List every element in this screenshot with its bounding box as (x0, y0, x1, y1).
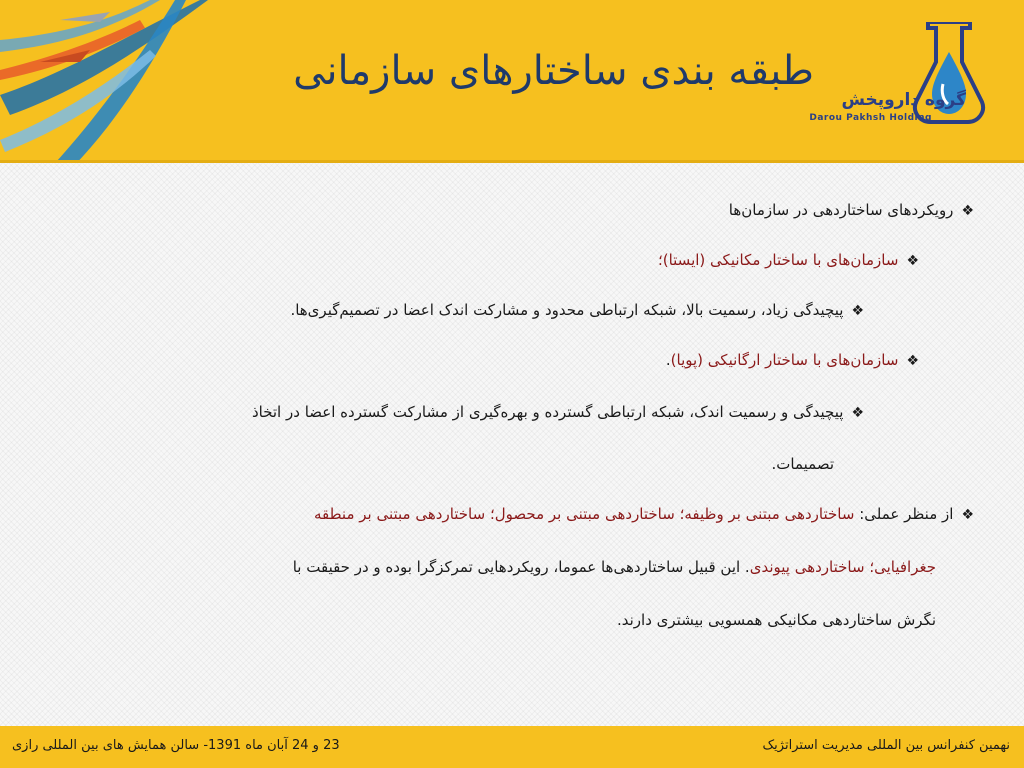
slide-title: طبقه بندی ساختارهای سازمانی (293, 48, 814, 94)
bullet-line-approaches: ❖رویکردهای ساختاردهی در سازمان‌ها (728, 201, 974, 219)
footer-conference-name: نهمین کنفرانس بین المللی مدیریت استراتژیک (762, 738, 1010, 753)
slide-content (0, 163, 1024, 726)
bullet-line-practical: ❖از منظر عملی: ساختاردهی مبتنی بر وظیفه؛ ساختاردهی مبتنی بر محصول؛ ساختاردهی مبتنی بر منطقه (313, 505, 974, 523)
slide-header (0, 0, 1024, 163)
bullet-icon: ❖ (906, 253, 919, 269)
logo-name-english: Darou Pakhsh Holding (809, 113, 932, 123)
bullet-icon: ❖ (851, 303, 864, 319)
line-practical-continued: جغرافیایی؛ ساختاردهی پیوندی. این قبیل ساختاردهی‌ها عموما، رویکردهایی تمرکزگرا بوده و در حقیقت با (292, 558, 936, 576)
slide-footer (0, 726, 1024, 768)
bullet-line-mechanical-desc: ❖پیچیدگی زیاد، رسمیت بالا، شبکه ارتباطی محدود و مشارکت اندک اعضا در تصمیم‌گیری‌ها. (290, 301, 864, 319)
bullet-line-mechanical: ❖سازمان‌های با ساختار مکانیکی (ایستا)؛ (657, 251, 919, 269)
bullet-icon: ❖ (906, 353, 919, 369)
bullet-icon: ❖ (961, 507, 974, 523)
line-practical-conclusion: نگرش ساختاردهی مکانیکی همسویی بیشتری دارند. (616, 611, 936, 629)
line-organic-desc-continued: تصمیمات. (771, 455, 834, 473)
bullet-icon: ❖ (851, 405, 864, 421)
bullet-icon: ❖ (961, 203, 974, 219)
bullet-line-organic: ❖سازمان‌های با ساختار ارگانیکی (پویا). (665, 351, 919, 369)
bullet-line-organic-desc: ❖پیچیدگی و رسمیت اندک، شبکه ارتباطی گسترده و بهره‌گیری از مشارکت گسترده اعضا در اتخاذ (251, 403, 864, 421)
footer-date-venue: 23 و 24 آبان ماه 1391- سالن همایش های بین المللی رازی (12, 738, 340, 753)
logo-name: گروه داروپخش (841, 90, 966, 110)
